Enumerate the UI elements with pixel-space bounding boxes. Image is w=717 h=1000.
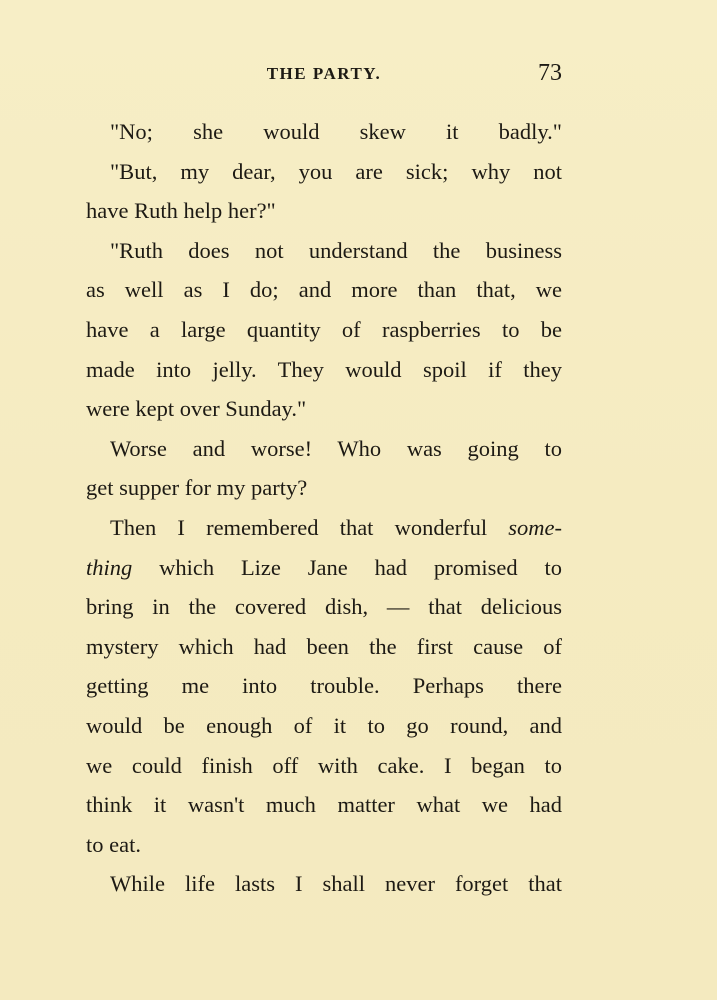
text-line: mystery which had been the first cause of bbox=[86, 633, 562, 659]
text-line: we could finish off with cake. I began to bbox=[86, 752, 562, 778]
text-line: think it wasn't much matter what we had bbox=[86, 792, 562, 818]
text-line: as well as I do; and more than that, we bbox=[86, 277, 562, 303]
text-line: made into jelly. They would spoil if they bbox=[86, 356, 562, 382]
running-head bbox=[86, 60, 562, 90]
running-title: THE PARTY. bbox=[266, 64, 382, 83]
page-number: 73 bbox=[538, 60, 562, 86]
text-line: to eat. bbox=[86, 831, 141, 857]
text-fragment: Then I remembered that wonderful bbox=[110, 514, 488, 540]
text-line: Worse and worse! Who was going to bbox=[110, 435, 562, 461]
text-line: have a large quantity of raspberries to be bbox=[86, 316, 562, 342]
text-line: have Ruth help her?" bbox=[86, 198, 276, 224]
text-line: get supper for my party? bbox=[86, 475, 308, 501]
text-line: getting me into trouble. Perhaps there bbox=[86, 673, 562, 699]
text-line bbox=[86, 508, 562, 548]
text-line: "Ruth does not understand the business bbox=[110, 237, 562, 263]
text-line: would be enough of it to go round, and bbox=[86, 712, 562, 738]
italic-word: thing bbox=[86, 554, 133, 580]
text-line bbox=[86, 548, 562, 588]
text-line: "But, my dear, you are sick; why not bbox=[110, 158, 562, 184]
text-line: "No; she would skew it badly." bbox=[110, 119, 562, 144]
italic-word: some- bbox=[508, 514, 563, 540]
text-line: While life lasts I shall never forget that bbox=[110, 871, 562, 897]
text-line: bring in the covered dish, — that delicious bbox=[86, 594, 562, 620]
body-text bbox=[86, 112, 562, 904]
text-line: were kept over Sunday." bbox=[86, 396, 307, 422]
text-fragment: which Lize Jane had promised to bbox=[159, 554, 562, 580]
